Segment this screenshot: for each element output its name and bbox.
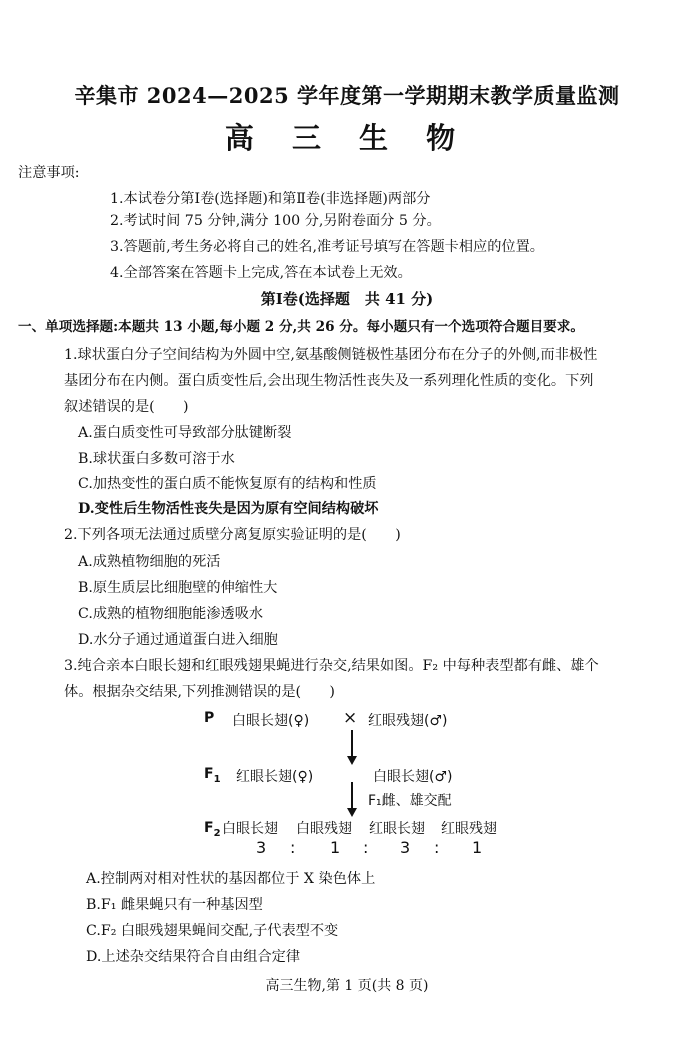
f1-female: 红眼长翅(♀) bbox=[236, 769, 314, 785]
f2-label-subscript: 2 bbox=[213, 827, 221, 839]
question-1-option: C.加热变性的蛋白质不能恢复原有的结构和性质 bbox=[78, 476, 377, 492]
ratio-value: 3 bbox=[400, 838, 411, 857]
f2-generation-label bbox=[204, 820, 221, 839]
cross-symbol: × bbox=[343, 708, 358, 728]
f1-mating-note: F₁雌、雄交配 bbox=[368, 793, 452, 809]
parent-generation-label: P bbox=[204, 710, 215, 726]
f1-label-letter: F bbox=[204, 766, 214, 782]
question-3-stem: 3.纯合亲本白眼长翅和红眼残翅果蝇进行杂交,结果如图。F₂ 中每种表型都有雌、雄个 bbox=[64, 658, 599, 674]
f2-phenotype: 白眼长翅 bbox=[222, 821, 278, 837]
page-footer: 高三生物,第 1 页(共 8 页) bbox=[265, 978, 429, 994]
notice-label: 注意事项: bbox=[18, 165, 80, 181]
part-title: 一、单项选择题:本题共 13 小题,每小题 2 分,共 26 分。每小题只有一个选项符合题目要求。 bbox=[18, 319, 584, 335]
ratio-separator: : bbox=[363, 838, 369, 857]
question-1-stem: 基团分布在内侧。蛋白质变性后,会出现生物活性丧失及一系列理化性质的变化。下列 bbox=[64, 373, 594, 389]
f2-phenotype: 白眼残翅 bbox=[296, 821, 352, 837]
arrow-head bbox=[347, 756, 357, 765]
f1-generation-label bbox=[204, 766, 221, 785]
section-heading: 第Ⅰ卷(选择题 共 41 分) bbox=[260, 290, 434, 308]
question-3-option: A.控制两对相对性状的基因都位于 X 染色体上 bbox=[86, 871, 376, 887]
f2-phenotype: 红眼长翅 bbox=[369, 821, 425, 837]
arrow-p-to-f1 bbox=[351, 730, 353, 758]
question-1-option: A.蛋白质变性可导致部分肽键断裂 bbox=[78, 425, 292, 441]
question-2-option: C.成熟的植物细胞能渗透吸水 bbox=[78, 606, 264, 622]
question-1-stem: 1.球状蛋白分子空间结构为外圆中空,氨基酸侧链极性基团分布在分子的外侧,而非极性 bbox=[64, 347, 598, 363]
notice-item: 3.答题前,考生务必将自己的姓名,准考证号填写在答题卡相应的位置。 bbox=[110, 239, 544, 255]
question-2-option: B.原生质层比细胞壁的伸缩性大 bbox=[78, 580, 278, 596]
question-3-option: D.上述杂交结果符合自由组合定律 bbox=[86, 949, 301, 965]
question-2-option: A.成熟植物细胞的死活 bbox=[78, 554, 221, 570]
ratio-separator: : bbox=[434, 838, 440, 857]
ratio-value: 3 bbox=[256, 838, 267, 857]
f2-phenotype: 红眼残翅 bbox=[441, 821, 497, 837]
arrow-head bbox=[347, 808, 357, 817]
exam-title: 辛集市 2024—2025 学年度第一学期期末教学质量监测 bbox=[74, 83, 620, 108]
question-2-option: D.水分子通过通道蛋白进入细胞 bbox=[78, 632, 278, 648]
notice-item: 4.全部答案在答题卡上完成,答在本试卷上无效。 bbox=[110, 265, 412, 281]
arrow-f1-to-f2 bbox=[351, 782, 353, 810]
question-3-option: B.F₁ 雌果蝇只有一种基因型 bbox=[86, 897, 263, 913]
f1-label-subscript: 1 bbox=[213, 773, 221, 785]
notice-item: 2.考试时间 75 分钟,满分 100 分,另附卷面分 5 分。 bbox=[110, 213, 441, 229]
question-3-option: C.F₂ 白眼残翅果蝇间交配,子代表型不变 bbox=[86, 923, 339, 939]
exam-subject: 高 三 生 物 bbox=[224, 121, 470, 155]
notice-item: 1.本试卷分第Ⅰ卷(选择题)和第Ⅱ卷(非选择题)两部分 bbox=[110, 191, 431, 207]
ratio-value: 1 bbox=[472, 838, 483, 857]
question-1-option: D.变性后生物活性丧失是因为原有空间结构破坏 bbox=[78, 501, 379, 517]
question-3-stem: 体。根据杂交结果,下列推测错误的是( ) bbox=[64, 684, 335, 700]
ratio-separator: : bbox=[290, 838, 296, 857]
parent-female: 白眼长翅(♀) bbox=[232, 713, 310, 729]
f2-label-letter: F bbox=[204, 820, 214, 836]
question-1-option: B.球状蛋白多数可溶于水 bbox=[78, 451, 235, 467]
parent-male: 红眼残翅(♂) bbox=[368, 713, 448, 729]
ratio-value: 1 bbox=[330, 838, 341, 857]
question-2-stem: 2.下列各项无法通过质壁分离复原实验证明的是( ) bbox=[64, 527, 401, 543]
question-1-stem: 叙述错误的是( ) bbox=[64, 399, 189, 415]
f1-male: 白眼长翅(♂) bbox=[373, 769, 453, 785]
